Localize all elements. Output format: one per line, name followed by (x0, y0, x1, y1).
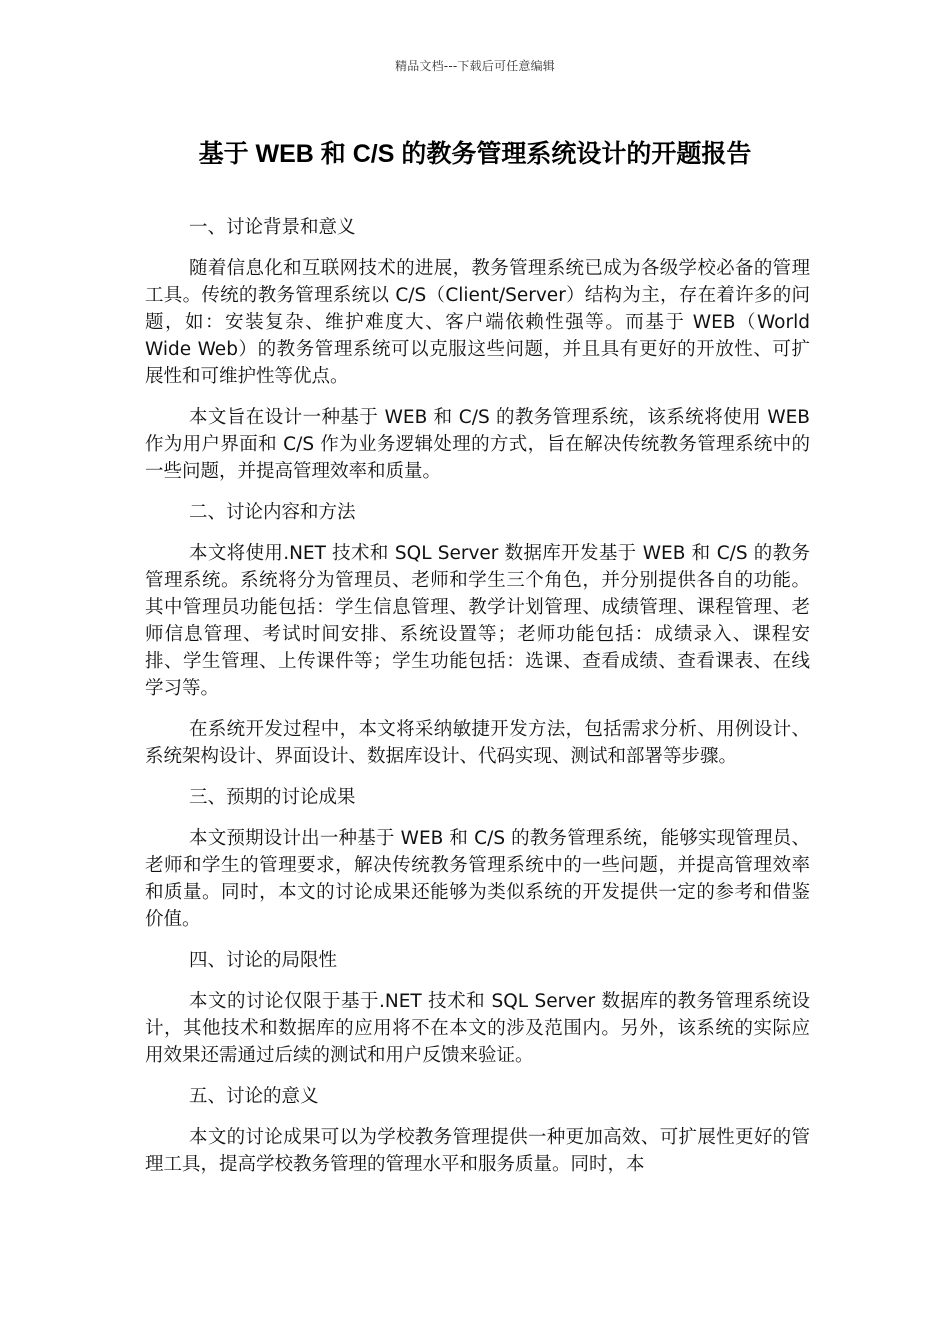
document-title: 基于 WEB 和 C/S 的教务管理系统设计的开题报告 (198, 140, 752, 168)
paragraph-expected-results: 本文预期设计出一种基于 WEB 和 C/S 的教务管理系统，能够实现管理员、老师和学生的管理要求，解决传统教务管理系统中的一些问题，并提高管理效率和质量。同时，本文的讨论成果还能够为类似系统的开发提供一定的参考和借鉴价值。 (145, 828, 810, 930)
section-heading-significance: 五、讨论的意义 (189, 1086, 319, 1107)
paragraph-background-1: 随着信息化和互联网技术的进展，教务管理系统已成为各级学校必备的管理工具。传统的教务管理系统以 C/S（Client/Server）结构为主，存在着许多的问题，如：安装复杂、维护难度大、客户端依赖性强等。而基于 WEB（World Wide Web）的教务管理系统可以克服这些问题，并且具有更好的开放性、可扩展性和可维护性等优点。 (145, 258, 810, 387)
section-heading-expected-results: 三、预期的讨论成果 (189, 787, 356, 808)
section-heading-background: 一、讨论背景和意义 (189, 217, 356, 238)
section-heading-content-method: 二、讨论内容和方法 (189, 502, 356, 523)
section-heading-limitations: 四、讨论的局限性 (189, 950, 338, 971)
paragraph-content-1: 本文将使用.NET 技术和 SQL Server 数据库开发基于 WEB 和 C/S 的教务管理系统。系统将分为管理员、老师和学生三个角色，并分别提供各自的功能。其中管理员功能包括：学生信息管理、教学计划管理、成绩管理、课程管理、老师信息管理、考试时间安排、系统设置等；老师功能包括：成绩录入、课程安排、学生管理、上传课件等；学生功能包括：选课、查看成绩、查看课表、在线学习等。 (145, 543, 810, 699)
paragraph-significance: 本文的讨论成果可以为学校教务管理提供一种更加高效、可扩展性更好的管理工具，提高学校教务管理的管理水平和服务质量。同时，本 (145, 1127, 810, 1175)
page-header: 精品文档---下载后可任意编辑 (395, 59, 555, 73)
paragraph-content-2: 在系统开发过程中，本文将采纳敏捷开发方法，包括需求分析、用例设计、系统架构设计、界面设计、数据库设计、代码实现、测试和部署等步骤。 (145, 719, 810, 767)
paragraph-background-2: 本文旨在设计一种基于 WEB 和 C/S 的教务管理系统，该系统将使用 WEB 作为用户界面和 C/S 作为业务逻辑处理的方式，旨在解决传统教务管理系统中的一些问题，并提高管理效率和质量。 (145, 407, 810, 482)
document-body (145, 214, 810, 1192)
paragraph-limitations: 本文的讨论仅限于基于.NET 技术和 SQL Server 数据库的教务管理系统设计，其他技术和数据库的应用将不在本文的涉及范围内。另外，该系统的实际应用效果还需通过后续的测试和用户反馈来验证。 (145, 991, 810, 1066)
